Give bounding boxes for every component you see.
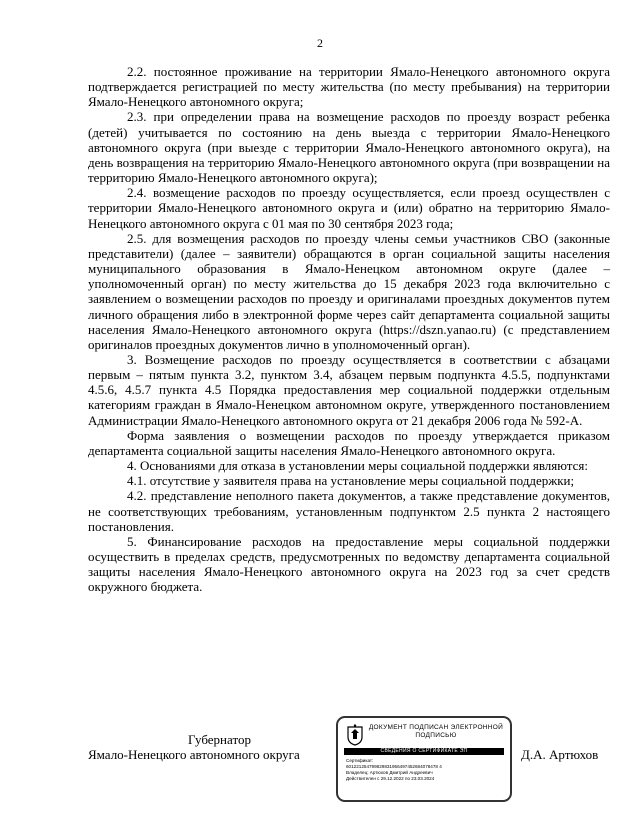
governor-name: Д.А. Артюхов	[521, 747, 599, 762]
electronic-signature-stamp	[336, 716, 512, 802]
document-body	[88, 64, 610, 594]
paragraph-4: 4. Основаниями для отказа в установлении меры социальной поддержки являются:	[127, 458, 589, 474]
stamp-details	[346, 758, 506, 782]
paragraph-4-1: 4.1. отсутствие у заявителя права на установление меры социальной поддержки;	[127, 473, 575, 489]
stamp-validity: Действителен с 29.12.2022 по 23.03.2024	[346, 776, 435, 781]
signature-block	[0, 716, 640, 816]
paragraph-4-2: 4.2. представление неполного пакета документов, а также представление документов, не соответствующих требованиям, установленным подпунктом 2.5 пункта 2 настоящего постановления.	[88, 488, 610, 534]
stamp-certificate-header: СВЕДЕНИЯ О СЕРТИФИКАТЕ ЭП	[344, 748, 504, 755]
coat-of-arms-icon	[346, 724, 364, 746]
stamp-cert-value: 601221254799829831956497452684078478 4	[346, 764, 442, 769]
governor-title-line1: Губернатор	[188, 732, 251, 747]
paragraph-2-5: 2.5. для возмещения расходов по проезду члены семьи участников СВО (законные представители) (далее – заявители) обращаются в орган социальной защиты населения муниципального образования в Ямало-Ненецком автономном округе (далее – уполномоченный орган) по месту жительства до 15 декабря 2023 года включительно с заявлением о возмещении расходов по проезду и оригиналами проездных документов путем личного обращения либо в электронной форме через сайт департамента социальной защиты населения Ямало-Ненецкого автономного округа (https://dszn.yanao.ru) (с представлением оригиналов проездных документов лично в уполномоченный орган).	[88, 230, 610, 352]
page-number: 2	[317, 36, 323, 50]
paragraph-2-3: 2.3. при определении права на возмещение расходов по проезду возраст ребенка (детей) учитывается по состоянию на день выезда с территории Ямало-Ненецкого автономного округа (при выезде с территории Ямало-Ненецкого автономного округа), на день возвращения на территорию Ямало-Ненецкого автономного округа (при возвращении на территорию Ямало-Ненецкого автономного округа);	[88, 109, 610, 186]
stamp-title: ДОКУМЕНТ ПОДПИСАН ЭЛЕКТРОННОЙ ПОДПИСЬЮ	[368, 724, 504, 739]
paragraph-3: 3. Возмещение расходов по проезду осуществляется в соответствии с абзацами первым – пятым пункта 3.2, пунктом 3.4, абзацем первым подпункта 4.5.5, подпунктами 4.5.6, 4.5.7 пункта 4.5 Порядка предоставления мер социальной поддержки отдельным категориям граждан в Ямало-Ненецком автономном округе, утвержденного постановлением Администрации Ямало-Ненецкого автономного округа от 21 декабря 2006 года № 592-А.	[88, 351, 610, 428]
paragraph-2-2: 2.2. постоянное проживание на территории Ямало-Ненецкого автономного округа подтверждается регистрацией по месту жительства (по месту пребывания) на территории Ямало-Ненецкого автономного округа;	[88, 64, 610, 110]
paragraph-2-4: 2.4. возмещение расходов по проезду осуществляется, если проезд осуществлен с территории Ямало-Ненецкого автономного округа и (или) обратно на территорию Ямало-Ненецкого автономного округа с 01 мая по 30 сентября 2023 года;	[88, 185, 610, 231]
paragraph-5: 5. Финансирование расходов на предоставление меры социальной поддержки осуществить в пределах средств, предусмотренных по ведомству департамента социальной защиты населения Ямало-Ненецкого автономного округа на 2023 год за счет средств окружного бюджета.	[88, 533, 610, 595]
governor-title-line2: Ямало-Ненецкого автономного округа	[88, 747, 300, 762]
stamp-cert-label: Сертификат:	[346, 758, 374, 763]
governor-title	[88, 732, 328, 762]
stamp-owner: Владелец: Артюхов Дмитрий Андреевич	[346, 770, 433, 775]
paragraph-3-form: Форма заявления о возмещении расходов по проезду утверждается приказом департамента социальной защиты населения Ямало-Ненецкого автономного округа.	[88, 427, 610, 458]
